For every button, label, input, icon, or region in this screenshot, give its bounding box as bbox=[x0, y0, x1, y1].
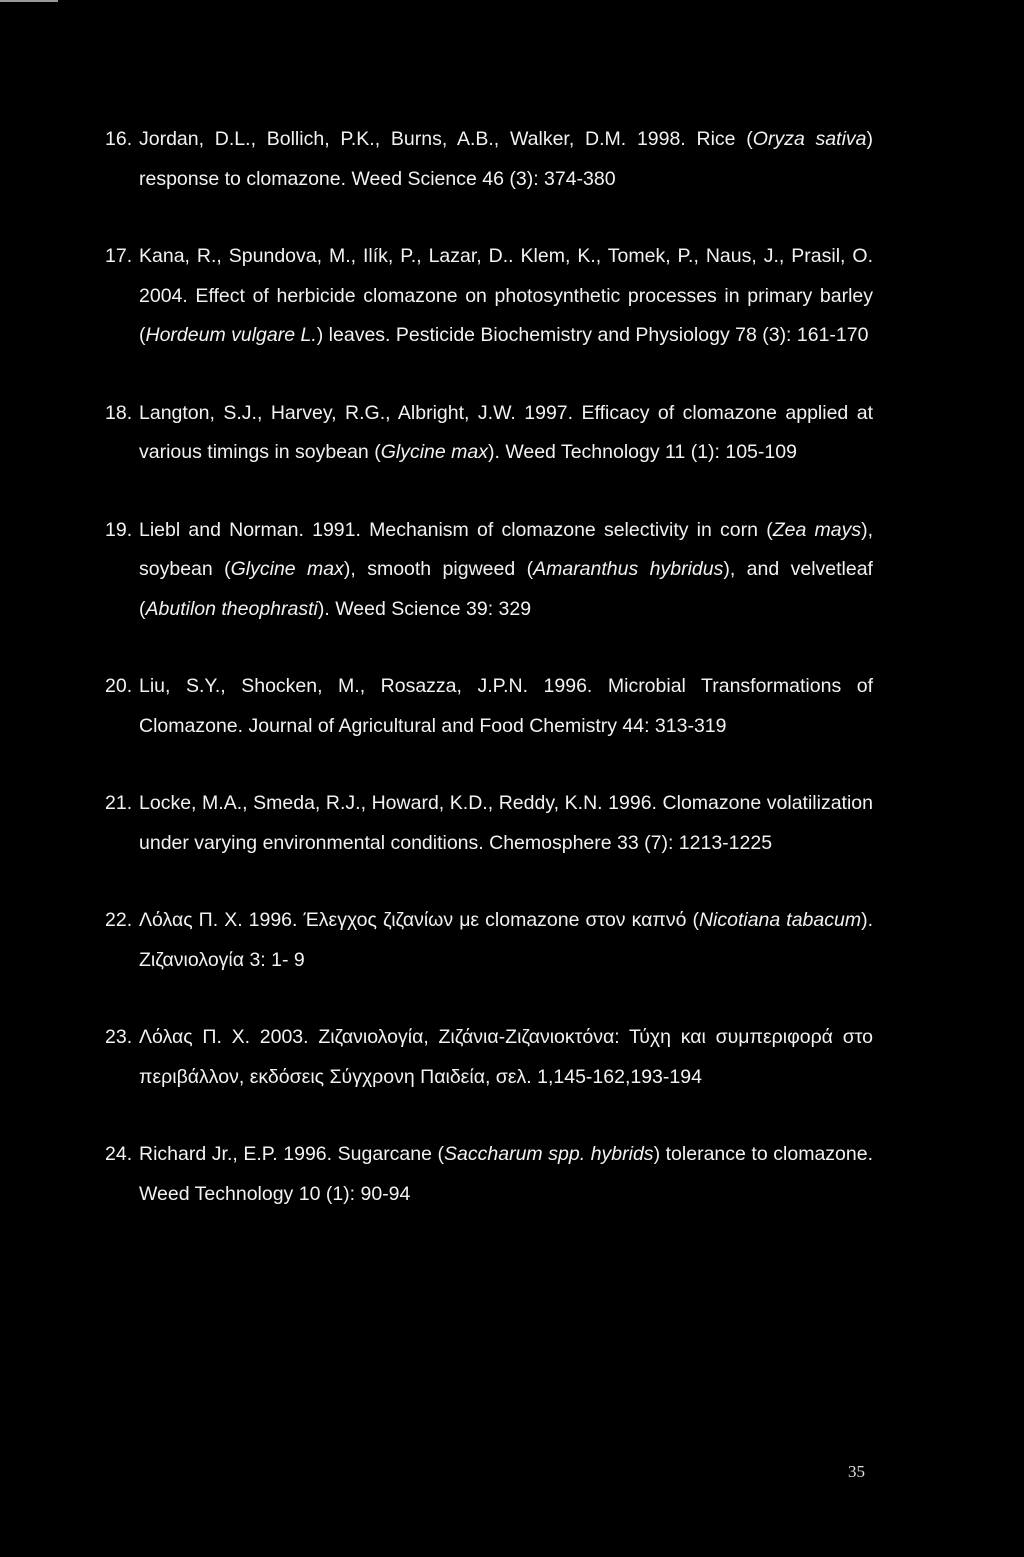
reference-text-segment: Locke, M.A., Smeda, R.J., Howard, K.D., Reddy, K.N. 1996. Clomazone volatilization under varying environmental conditions. Chemosphere 33 (7): 1213-1225 bbox=[139, 792, 873, 854]
reference-number: 16. bbox=[105, 128, 133, 150]
reference-text bbox=[139, 120, 873, 199]
reference-text-segment: ). Weed Science 39: 329 bbox=[317, 597, 532, 620]
reference-number: 23. bbox=[105, 1026, 133, 1048]
reference-entry bbox=[105, 120, 873, 199]
reference-text-segment: ). Ζιζανιολογία 3: 1- 9 bbox=[139, 909, 873, 971]
species-name: Zea mays bbox=[772, 518, 862, 541]
reference-text-segment: Kana, R., Spundova, M., Ilík, P., Lazar, D.. Klem, K., Tomek, P., Naus, J., Prasil, O. 2004. Effect of herbicide clomazone on photosynthetic processes in primary barley ( bbox=[139, 245, 873, 346]
reference-list bbox=[105, 120, 873, 1252]
species-name: Nicotiana tabacum bbox=[698, 909, 862, 931]
reference-text bbox=[139, 1135, 873, 1214]
species-name: Abutilon theophrasti bbox=[145, 597, 318, 620]
species-name: Saccharum spp. hybrids bbox=[444, 1143, 654, 1165]
reference-text-segment: Λόλας Π. Χ. 1996. Έλεγχος ζιζανίων με clomazone στον καπνό ( bbox=[139, 909, 699, 931]
reference-text bbox=[139, 784, 873, 863]
reference-text bbox=[139, 237, 873, 356]
reference-number: 24. bbox=[105, 1143, 133, 1165]
reference-text-segment: ) response to clomazone. Weed Science 46 (3): 374-380 bbox=[139, 128, 873, 190]
species-name: Hordeum vulgare L. bbox=[145, 324, 317, 346]
reference-entry bbox=[105, 784, 873, 863]
reference-text-segment: Jordan, D.L., Bollich, P.K., Burns, A.B., Walker, D.M. 1998. Rice ( bbox=[139, 128, 753, 150]
reference-number: 17. bbox=[105, 245, 133, 267]
reference-text-segment: ), smooth pigweed ( bbox=[343, 558, 534, 580]
reference-text-segment: ) leaves. Pesticide Biochemistry and Physiology 78 (3): 161-170 bbox=[316, 324, 869, 346]
reference-number: 20. bbox=[105, 675, 133, 697]
reference-entry bbox=[105, 667, 873, 746]
reference-text bbox=[139, 1018, 873, 1097]
reference-entry bbox=[105, 511, 873, 630]
reference-text bbox=[139, 667, 873, 746]
reference-text-segment: ) tolerance to clomazone. Weed Technology 10 (1): 90-94 bbox=[139, 1143, 873, 1205]
reference-text-segment: Richard Jr., E.P. 1996. Sugarcane ( bbox=[139, 1143, 445, 1165]
reference-text bbox=[139, 901, 873, 980]
reference-entry bbox=[105, 237, 873, 356]
reference-entry bbox=[105, 1135, 873, 1214]
reference-text bbox=[139, 511, 873, 630]
reference-text-segment: Λόλας Π. Χ. 2003. Ζιζανιολογία, Ζιζάνια-Ζιζανιοκτόνα: Τύχη και συμπεριφορά στο περιβάλλον, εκδόσεις Σύγχρονη Παιδεία, σελ. 1,145-162,193-194 bbox=[139, 1026, 873, 1088]
page-number: 35 bbox=[848, 1462, 865, 1481]
scan-edge-mark bbox=[0, 0, 58, 2]
reference-text-segment: ), soybean ( bbox=[139, 518, 873, 580]
reference-text-segment: ), and velvetleaf ( bbox=[139, 558, 873, 620]
reference-number: 21. bbox=[105, 792, 133, 814]
species-name: Glycine max bbox=[380, 441, 488, 463]
reference-number: 22. bbox=[105, 909, 133, 931]
reference-text-segment: Langton, S.J., Harvey, R.G., Albright, J.W. 1997. Efficacy of clomazone applied at various timings in soybean ( bbox=[139, 401, 873, 463]
reference-text bbox=[139, 394, 873, 473]
species-name: Glycine max bbox=[230, 558, 344, 580]
reference-text-segment: Liebl and Norman. 1991. Mechanism of clomazone selectivity in corn ( bbox=[139, 518, 773, 541]
reference-number: 18. bbox=[105, 401, 133, 424]
reference-entry bbox=[105, 394, 873, 473]
reference-number: 19. bbox=[105, 518, 133, 541]
reference-text-segment: ). Weed Technology 11 (1): 105-109 bbox=[487, 441, 797, 463]
species-name: Amaranthus hybridus bbox=[533, 558, 724, 580]
reference-text-segment: Liu, S.Y., Shocken, M., Rosazza, J.P.N. 1996. Microbial Transformations of Clomazone. Journal of Agricultural and Food Chemistry 44: 313-319 bbox=[139, 675, 873, 737]
species-name: Oryza sativa bbox=[752, 128, 867, 150]
reference-entry bbox=[105, 901, 873, 980]
reference-entry bbox=[105, 1018, 873, 1097]
